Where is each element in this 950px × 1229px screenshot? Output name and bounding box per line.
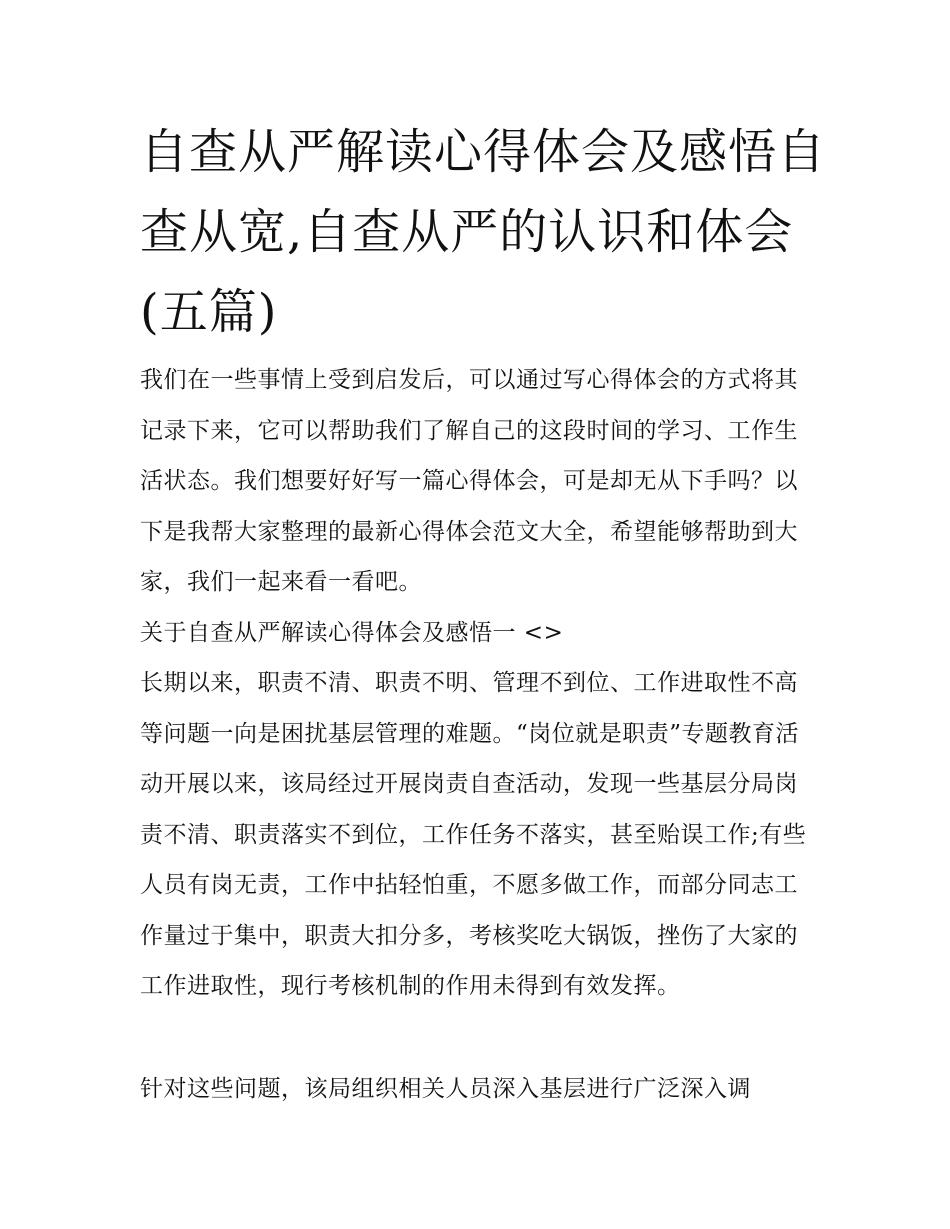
section-heading: 关于自查从严解读心得体会及感悟一 <>: [140, 620, 564, 646]
body-paragraph: 长期以来，职责不清、职责不明、管理不到位、工作进取性不高等问题一向是困扰基层管理的难题。“岗位就是职责”专题教育活动开展以来，该局经过开展岗责自查活动，发现一些基层分局岗责不清、职责落实不到位，工作任务不落实，甚至贻误工作;有些人员有岗无责，工作中拈轻怕重，不愿多做工作，而部分同志工作量过于集中，职责大扣分多，考核奖吃大锅饭，挫伤了大家的工作进取性，现行考核机制的作用未得到有效发挥。: [140, 670, 807, 999]
body-paragraph: 针对这些问题，该局组织相关人员深入基层进行广泛深入调: [140, 1076, 751, 1102]
intro-paragraph: 我们在一些事情上受到启发后，可以通过写心得体会的方式将其记录下来，它可以帮助我们了解自己的这段时间的学习、工作生活状态。我们想要好好写一篇心得体会，可是却无从下手吗？以下是我帮大家整理的最新心得体会范文大全，希望能够帮助到大家，我们一起来看一看吧。: [140, 367, 798, 595]
document-title: 自查从严解读心得体会及感悟自查从宽,自查从严的认识和体会(五篇): [140, 124, 827, 340]
